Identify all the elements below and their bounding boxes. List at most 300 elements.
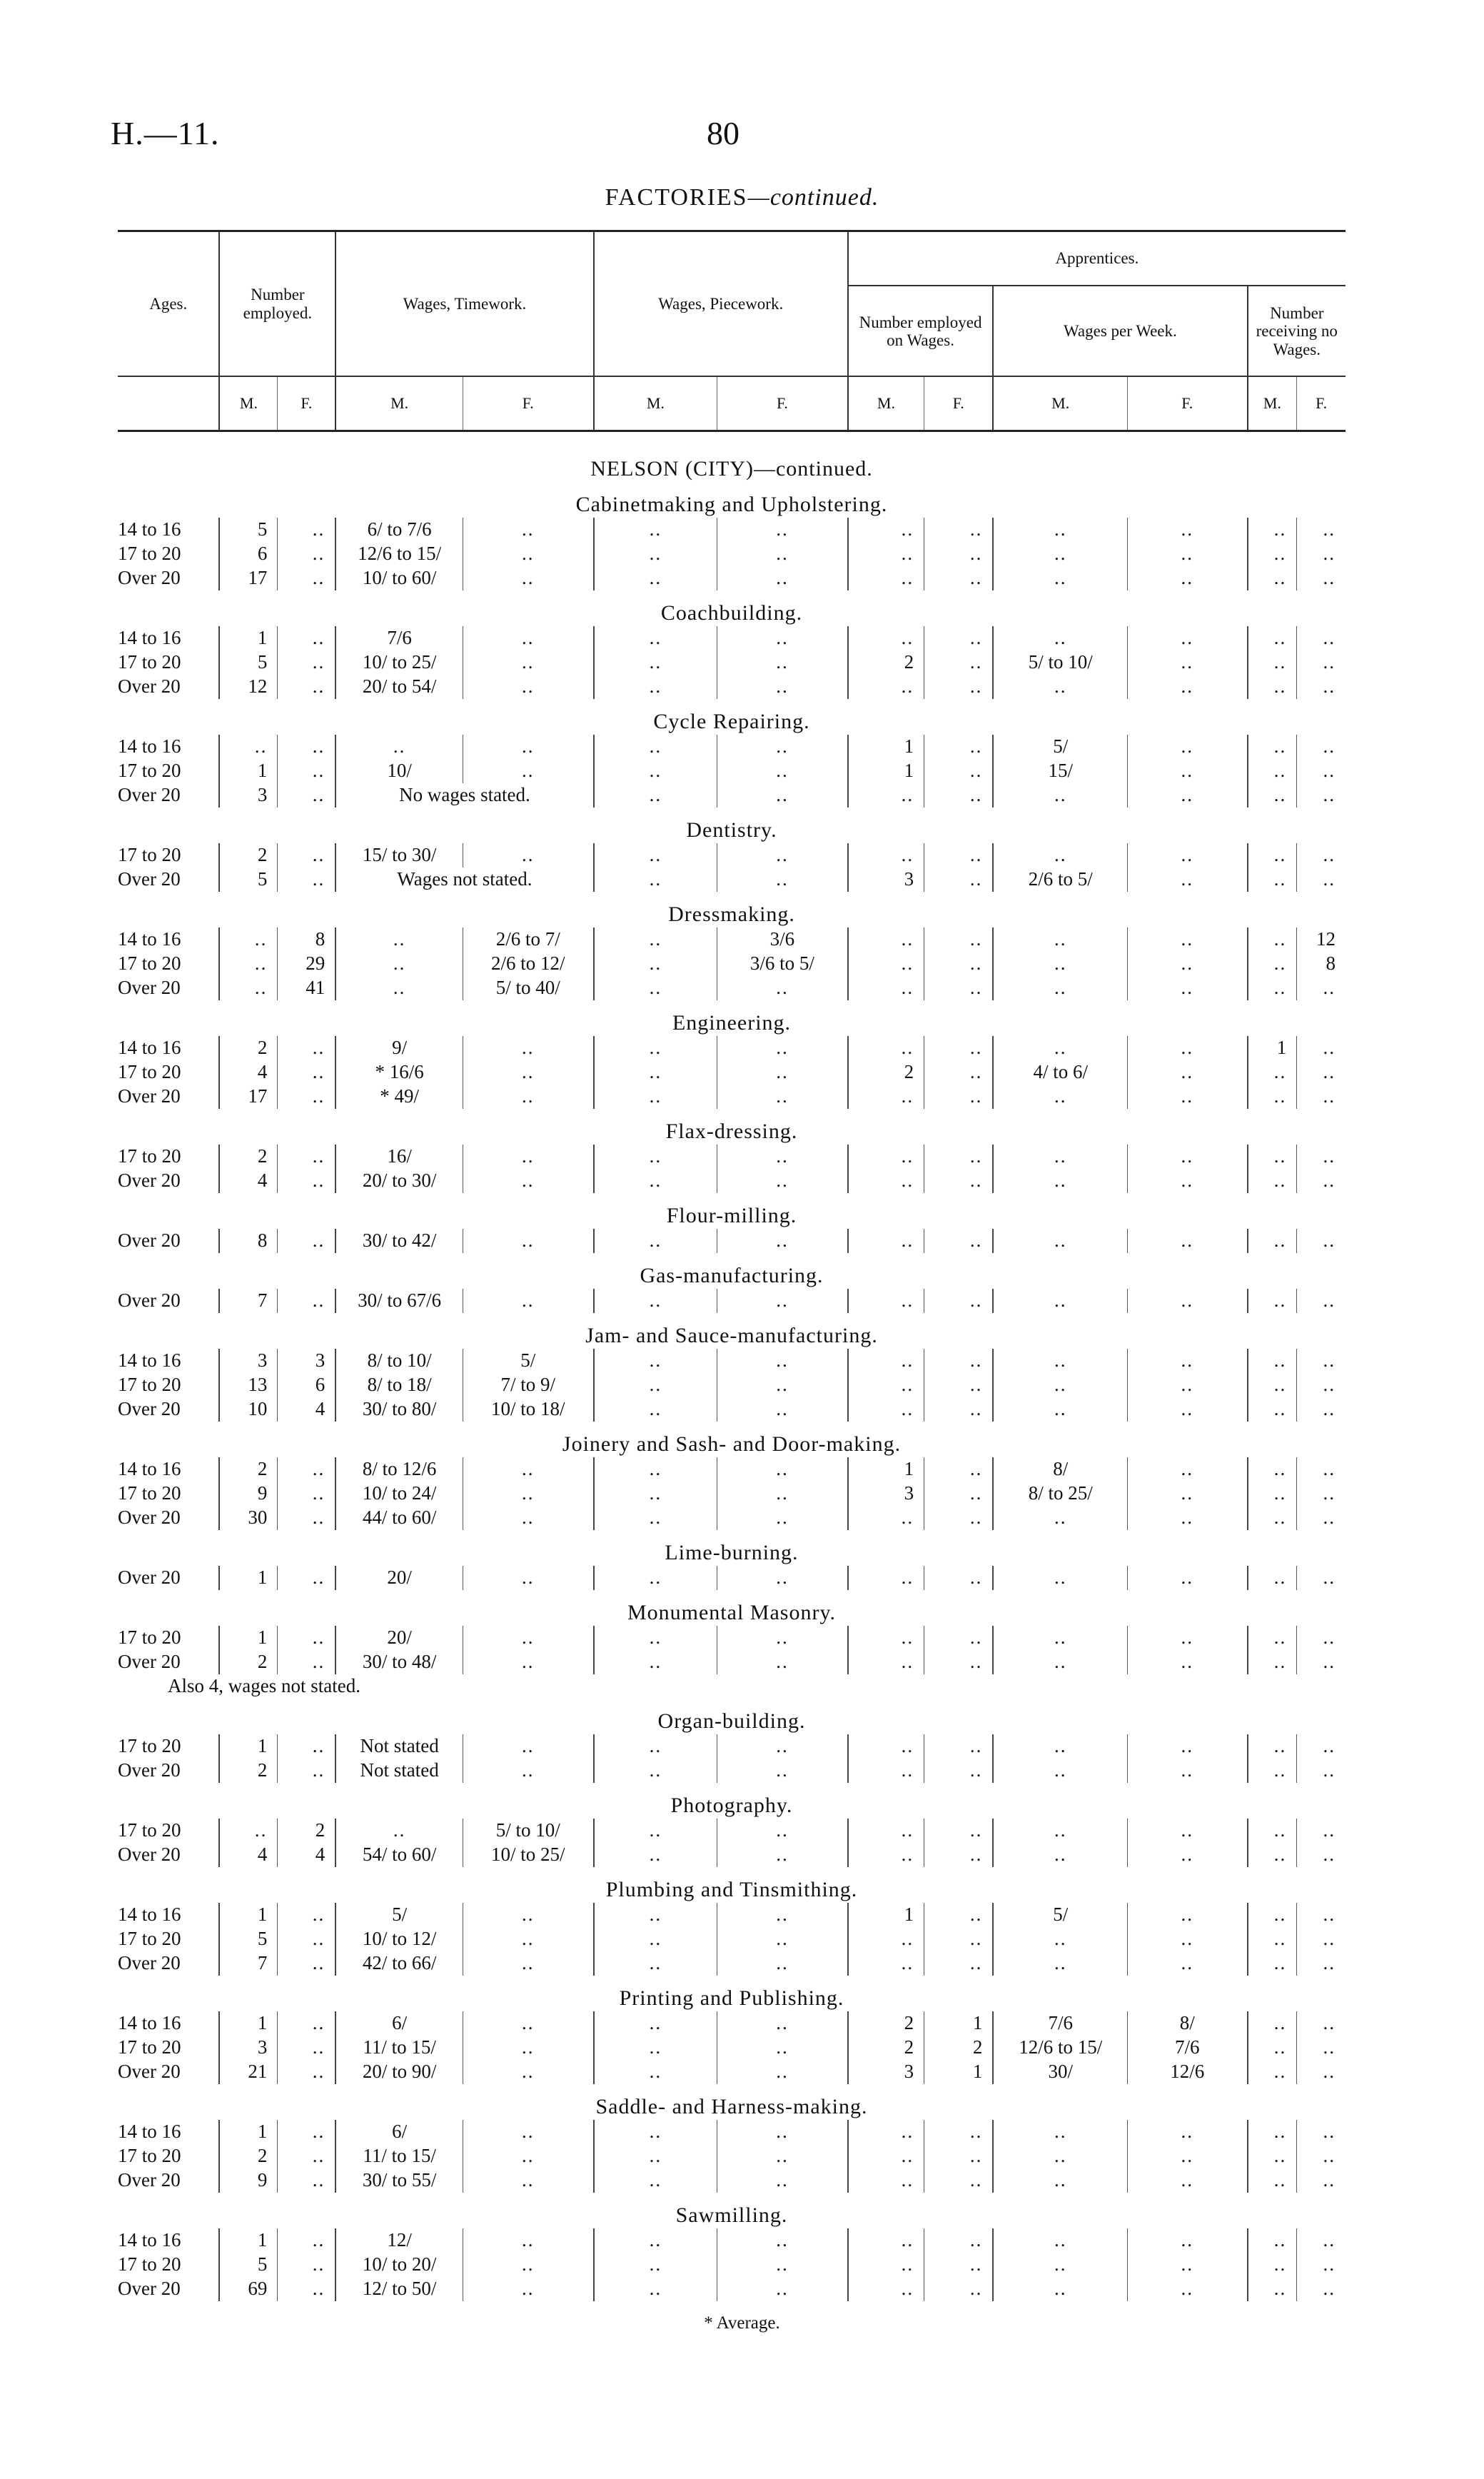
table-cell: 2	[219, 1145, 277, 1169]
table-cell: ..	[594, 1169, 717, 1193]
table-cell: 6/ to 7/6	[335, 518, 463, 542]
age-cell: 17 to 20	[118, 952, 219, 976]
age-cell: Over 20	[118, 2168, 219, 2193]
age-cell: 14 to 16	[118, 626, 219, 650]
table-cell: 1	[219, 1734, 277, 1759]
table-cell: ..	[463, 1927, 593, 1951]
table-cell: ..	[1323, 1145, 1336, 1167]
age-cell: 17 to 20	[118, 1373, 219, 1397]
table-cell: ..	[993, 1927, 1127, 1951]
table-cell: 2	[219, 1650, 277, 1674]
table-cell: ..	[993, 1349, 1127, 1373]
table-cell: ..	[848, 675, 924, 699]
table-cell: ..	[335, 1819, 463, 1843]
table-body	[118, 431, 1346, 2302]
table-cell: ..	[594, 976, 717, 1000]
table-cell: 15/ to 30/	[335, 843, 463, 868]
table-cell: 6	[219, 542, 277, 566]
table-cell: ..	[594, 1397, 717, 1422]
table-cell: ..	[848, 1734, 924, 1759]
city-heading-row	[118, 431, 1346, 483]
table-cell: 1	[219, 759, 277, 783]
table-cell: ..	[848, 976, 924, 1000]
age-cell: 17 to 20	[118, 650, 219, 675]
table-row	[118, 1819, 1346, 1843]
age-cell: Over 20	[118, 1169, 219, 1193]
table-cell: ..	[594, 2060, 717, 2084]
table-cell: 3	[219, 1349, 277, 1373]
table-cell: 6/	[335, 2011, 463, 2036]
table-cell: 5	[219, 518, 277, 542]
table-cell: ..	[1248, 2277, 1297, 2301]
table-cell: 4/ to 6/	[993, 1060, 1127, 1085]
table-cell: 1	[219, 1566, 277, 1590]
table-cell: 30/ to 67/6	[335, 1289, 463, 1313]
table-cell: No wages stated.	[335, 783, 593, 808]
age-cell: 17 to 20	[118, 1927, 219, 1951]
age-cell: 17 to 20	[118, 1482, 219, 1506]
table-cell: ..	[717, 1036, 848, 1060]
table-cell: ..	[1323, 2121, 1336, 2143]
table-cell: ..	[924, 2120, 994, 2144]
table-cell: ..	[463, 650, 593, 675]
age-cell: Over 20	[118, 1951, 219, 1976]
table-cell: 44/ to 60/	[335, 1506, 463, 1530]
table-cell: ..	[1323, 844, 1336, 866]
table-cell: 12/ to 50/	[335, 2277, 463, 2301]
table-row	[118, 868, 1346, 892]
table-cell: * 49/	[335, 1085, 463, 1109]
table-cell: ..	[1323, 784, 1336, 806]
section-heading-row	[118, 1699, 1346, 1734]
table-cell: ..	[993, 1626, 1127, 1650]
table-cell: ..	[924, 1085, 994, 1109]
table-cell: ..	[924, 759, 994, 783]
table-cell: ..	[463, 1626, 593, 1650]
table-cell: ..	[717, 1566, 848, 1590]
table-cell: ..	[717, 783, 848, 808]
table-cell: ..	[848, 1951, 924, 1976]
table-cell: ..	[1248, 1566, 1297, 1590]
table-cell: ..	[1323, 651, 1336, 673]
table-cell: 5	[219, 2253, 277, 2277]
table-cell: ..	[278, 2144, 335, 2168]
table-cell: * 16/6	[335, 1060, 463, 1085]
table-cell: ..	[924, 735, 994, 759]
table-cell: ..	[278, 759, 335, 783]
table-cell: ..	[848, 1349, 924, 1373]
table-cell: ..	[1128, 2144, 1248, 2168]
table-cell: ..	[993, 1085, 1127, 1109]
table-cell: ..	[1248, 2036, 1297, 2060]
table-cell: ..	[594, 1927, 717, 1951]
table-cell: 1	[848, 1903, 924, 1927]
table-cell: ..	[717, 1289, 848, 1313]
table-row	[118, 2253, 1346, 2277]
table-cell: 20/	[335, 1626, 463, 1650]
table-cell: ..	[1323, 1289, 1336, 1312]
age-cell: Over 20	[118, 2060, 219, 2084]
table-cell: ..	[463, 1650, 593, 1674]
table-row	[118, 1036, 1346, 1060]
table-cell: ..	[219, 952, 277, 976]
table-cell: ..	[1128, 2120, 1248, 2144]
table-cell: ..	[924, 1169, 994, 1193]
table-cell: ..	[1323, 1170, 1336, 1192]
age-cell: 14 to 16	[118, 735, 219, 759]
table-cell: ..	[993, 1036, 1127, 1060]
table-cell: ..	[993, 1506, 1127, 1530]
table-cell: ..	[1248, 542, 1297, 566]
section-heading: Jam- and Sauce-manufacturing.	[585, 1324, 878, 1347]
section-heading-row	[118, 1590, 1346, 1626]
table-cell: ..	[1128, 626, 1248, 650]
table-cell: ..	[924, 783, 994, 808]
table-cell: ..	[717, 542, 848, 566]
table-cell: ..	[717, 1169, 848, 1193]
table-cell: 2/6 to 12/	[463, 952, 593, 976]
age-cell: 14 to 16	[118, 1457, 219, 1482]
table-cell: 7/6	[993, 2011, 1127, 2036]
table-cell: 8/ to 12/6	[335, 1457, 463, 1482]
table-cell: ..	[1323, 1928, 1336, 1950]
table-cell: ..	[848, 518, 924, 542]
table-cell: 1	[924, 2060, 994, 2084]
table-cell: ..	[335, 735, 463, 759]
table-cell: 4	[278, 1843, 335, 1867]
table-cell: ..	[993, 1951, 1127, 1976]
table-cell: ..	[924, 1759, 994, 1783]
table-cell: 5/	[335, 1903, 463, 1927]
table-cell: 1	[848, 759, 924, 783]
table-cell: ..	[717, 1759, 848, 1783]
table-cell: ..	[463, 1085, 593, 1109]
table-cell: ..	[1248, 1819, 1297, 1843]
table-cell: ..	[278, 1085, 335, 1109]
table-cell: ..	[1248, 1903, 1297, 1927]
table-cell: ..	[717, 2277, 848, 2301]
table-cell: ..	[278, 1145, 335, 1169]
table-cell: ..	[717, 868, 848, 892]
table-cell: ..	[924, 2277, 994, 2301]
table-cell: ..	[1248, 1951, 1297, 1976]
table-cell: 9	[219, 1482, 277, 1506]
age-cell: Over 20	[118, 1506, 219, 1530]
table-cell: ..	[1128, 1060, 1248, 1085]
table-cell: ..	[1248, 566, 1297, 590]
age-cell: Over 20	[118, 1229, 219, 1253]
table-row	[118, 976, 1346, 1000]
col-header-app-no-wages: Number receiving no Wages.	[1256, 304, 1338, 358]
table-cell: 10/ to 25/	[335, 650, 463, 675]
table-cell: ..	[1128, 1482, 1248, 1506]
table-cell: ..	[1248, 927, 1297, 952]
table-cell: ..	[1323, 2169, 1336, 2191]
table-cell: ..	[1128, 952, 1248, 976]
table-cell: ..	[717, 1145, 848, 1169]
table-cell: ..	[594, 1759, 717, 1783]
table-cell: ..	[717, 759, 848, 783]
table-cell: 20/ to 30/	[335, 1169, 463, 1193]
table-cell: ..	[848, 1036, 924, 1060]
table-cell: ..	[1128, 566, 1248, 590]
age-cell: 14 to 16	[118, 1349, 219, 1373]
table-cell: ..	[717, 1060, 848, 1085]
table-cell: ..	[1128, 868, 1248, 892]
section-heading-row	[118, 1422, 1346, 1457]
age-cell: Over 20	[118, 1397, 219, 1422]
table-cell: ..	[594, 868, 717, 892]
table-cell: ..	[1323, 2036, 1336, 2058]
table-cell: ..	[1128, 1289, 1248, 1313]
table-cell: ..	[278, 2011, 335, 2036]
table-row	[118, 927, 1346, 952]
table-cell: ..	[924, 518, 994, 542]
table-cell: ..	[594, 2144, 717, 2168]
age-cell: 17 to 20	[118, 1626, 219, 1650]
table-cell: ..	[1128, 1819, 1248, 1843]
table-cell: ..	[848, 1373, 924, 1397]
table-cell: ..	[594, 2253, 717, 2277]
table-cell: ..	[463, 1036, 593, 1060]
age-cell: Over 20	[118, 783, 219, 808]
table-cell: 12/	[335, 2228, 463, 2253]
table-cell: ..	[219, 735, 277, 759]
table-title-main: FACTORIES	[605, 184, 748, 211]
table-cell: ..	[924, 952, 994, 976]
table-cell: 3	[848, 1482, 924, 1506]
table-cell: 3	[219, 2036, 277, 2060]
table-cell: ..	[924, 1819, 994, 1843]
table-cell: ..	[717, 1397, 848, 1422]
table-cell: ..	[924, 1229, 994, 1253]
table-cell: ..	[993, 1229, 1127, 1253]
table-cell: 2	[848, 650, 924, 675]
table-cell: ..	[1248, 868, 1297, 892]
table-cell: ..	[1248, 1145, 1297, 1169]
table-cell: ..	[1248, 1457, 1297, 1482]
table-cell: ..	[717, 843, 848, 868]
table-cell: 2	[924, 2036, 994, 2060]
col-header-apprentices: Apprentices.	[848, 231, 1346, 286]
table-row	[118, 952, 1346, 976]
table-cell: ..	[278, 1650, 335, 1674]
table-cell: ..	[594, 2228, 717, 2253]
table-cell: ..	[278, 868, 335, 892]
section-heading-row	[118, 1253, 1346, 1289]
table-cell: ..	[848, 1229, 924, 1253]
table-cell: ..	[1128, 1229, 1248, 1253]
table-cell: 30/	[993, 2060, 1127, 2084]
table-cell: ..	[1248, 1373, 1297, 1397]
table-cell: ..	[1248, 1397, 1297, 1422]
table-row	[118, 1145, 1346, 1169]
table-cell: ..	[1323, 1230, 1336, 1252]
table-cell: ..	[463, 1506, 593, 1530]
table-cell: ..	[335, 952, 463, 976]
table-cell: ..	[924, 1373, 994, 1397]
table-cell: ..	[924, 1650, 994, 1674]
table-row	[118, 1506, 1346, 1530]
table-cell: ..	[1323, 1904, 1336, 1926]
section-heading: Organ-building.	[657, 1709, 806, 1733]
document-id: H.—11.	[111, 115, 220, 151]
table-cell: ..	[463, 2036, 593, 2060]
table-cell: 2	[219, 1036, 277, 1060]
table-cell: ..	[924, 976, 994, 1000]
table-cell: 30/ to 48/	[335, 1650, 463, 1674]
table-cell: ..	[924, 2168, 994, 2193]
table-cell: ..	[594, 1506, 717, 1530]
table-cell: ..	[924, 2144, 994, 2168]
table-cell: 1	[848, 1457, 924, 1482]
table-cell: ..	[717, 2144, 848, 2168]
table-cell: ..	[1323, 627, 1336, 649]
table-row	[118, 2168, 1346, 2193]
table-cell: ..	[1323, 518, 1336, 540]
age-cell: 14 to 16	[118, 518, 219, 542]
age-cell: Over 20	[118, 868, 219, 892]
table-cell: ..	[1128, 542, 1248, 566]
table-cell: ..	[1323, 735, 1336, 758]
table-cell: 1	[848, 735, 924, 759]
table-cell: ..	[924, 650, 994, 675]
factories-table	[118, 230, 1346, 2301]
table-cell: ..	[924, 1457, 994, 1482]
table-cell: ..	[278, 1951, 335, 1976]
table-cell: ..	[594, 1457, 717, 1482]
table-cell: 10/	[335, 759, 463, 783]
table-cell: ..	[848, 1626, 924, 1650]
table-cell: ..	[717, 566, 848, 590]
table-cell: ..	[848, 1927, 924, 1951]
table-cell: 3/6 to 5/	[717, 952, 848, 976]
table-cell: ..	[594, 1734, 717, 1759]
table-cell: ..	[993, 2144, 1127, 2168]
table-cell: ..	[1128, 2253, 1248, 2277]
table-cell: ..	[463, 1289, 593, 1313]
table-cell: ..	[1323, 2229, 1336, 2251]
section-heading-row	[118, 808, 1346, 843]
table-cell: ..	[1128, 1397, 1248, 1422]
section-heading-row	[118, 590, 1346, 626]
table-row	[118, 1843, 1346, 1867]
table-cell: ..	[717, 1373, 848, 1397]
table-cell: 3	[278, 1349, 335, 1373]
table-cell: ..	[463, 2228, 593, 2253]
table-cell: ..	[848, 843, 924, 868]
table-cell: ..	[463, 1229, 593, 1253]
table-cell: 2/6 to 7/	[463, 927, 593, 952]
table-cell: ..	[278, 1060, 335, 1085]
table-row	[118, 2060, 1346, 2084]
table-cell: ..	[1128, 2168, 1248, 2193]
table-cell: ..	[463, 542, 593, 566]
table-cell: 5/ to 40/	[463, 976, 593, 1000]
table-cell: ..	[717, 1229, 848, 1253]
table-row	[118, 735, 1346, 759]
table-cell: 10	[219, 1397, 277, 1422]
table-cell: ..	[463, 1169, 593, 1193]
table-row	[118, 1229, 1346, 1253]
table-cell: ..	[1128, 1626, 1248, 1650]
table-cell: ..	[463, 2144, 593, 2168]
table-cell: ..	[1323, 1037, 1336, 1059]
table-cell: ..	[848, 1145, 924, 1169]
section-heading: Gas-manufacturing.	[640, 1264, 824, 1287]
table-row	[118, 1482, 1346, 1506]
col-header-piecework-m: M.	[594, 376, 717, 431]
table-cell: ..	[924, 1060, 994, 1085]
table-cell: ..	[463, 626, 593, 650]
table-cell: ..	[278, 675, 335, 699]
table-cell: ..	[848, 2228, 924, 2253]
table-row	[118, 2036, 1346, 2060]
table-cell: ..	[717, 1927, 848, 1951]
table-cell: ..	[993, 783, 1127, 808]
table-cell: ..	[1128, 783, 1248, 808]
table-cell: ..	[1248, 1349, 1297, 1373]
age-cell: 17 to 20	[118, 542, 219, 566]
table-cell: 1	[219, 1903, 277, 1927]
table-cell: ..	[717, 976, 848, 1000]
section-heading: Lime-burning.	[665, 1541, 799, 1564]
table-cell: ..	[594, 1145, 717, 1169]
age-cell: 14 to 16	[118, 1903, 219, 1927]
col-header-app-wages-f: F.	[1128, 376, 1248, 431]
table-cell: ..	[717, 1457, 848, 1482]
table-cell: ..	[278, 1482, 335, 1506]
col-header-employed-m: M.	[219, 376, 277, 431]
table-cell: 2	[219, 1457, 277, 1482]
table-cell: ..	[1323, 1819, 1336, 1841]
table-cell: ..	[463, 675, 593, 699]
table-cell: ..	[1128, 1036, 1248, 1060]
table-row	[118, 650, 1346, 675]
age-cell: Over 20	[118, 1650, 219, 1674]
table-cell: ..	[594, 2036, 717, 2060]
age-cell: Over 20	[118, 1289, 219, 1313]
table-cell: ..	[848, 2253, 924, 2277]
table-cell: ..	[924, 927, 994, 952]
table-cell: ..	[1128, 518, 1248, 542]
table-cell: ..	[594, 2277, 717, 2301]
table-cell: ..	[278, 1169, 335, 1193]
table-cell: ..	[1128, 759, 1248, 783]
table-cell: ..	[1323, 2278, 1336, 2300]
table-cell: ..	[463, 1482, 593, 1506]
table-row	[118, 843, 1346, 868]
table-cell: ..	[993, 976, 1127, 1000]
table-cell: ..	[924, 1036, 994, 1060]
table-cell: 7	[219, 1289, 277, 1313]
table-row	[118, 566, 1346, 590]
table-cell: ..	[924, 626, 994, 650]
section-heading: Cycle Repairing.	[653, 710, 810, 733]
section-heading: Engineering.	[672, 1011, 792, 1035]
table-cell: ..	[924, 1289, 994, 1313]
table-cell: 21	[219, 2060, 277, 2084]
table-cell: 12/6 to 15/	[335, 542, 463, 566]
table-cell: 3	[219, 783, 277, 808]
table-cell: ..	[848, 566, 924, 590]
table-cell: 4	[219, 1843, 277, 1867]
table-cell: ..	[1323, 1374, 1336, 1396]
table-cell: ..	[848, 1759, 924, 1783]
table-cell: ..	[1323, 567, 1336, 589]
table-cell: 4	[219, 1060, 277, 1085]
table-row	[118, 2277, 1346, 2301]
